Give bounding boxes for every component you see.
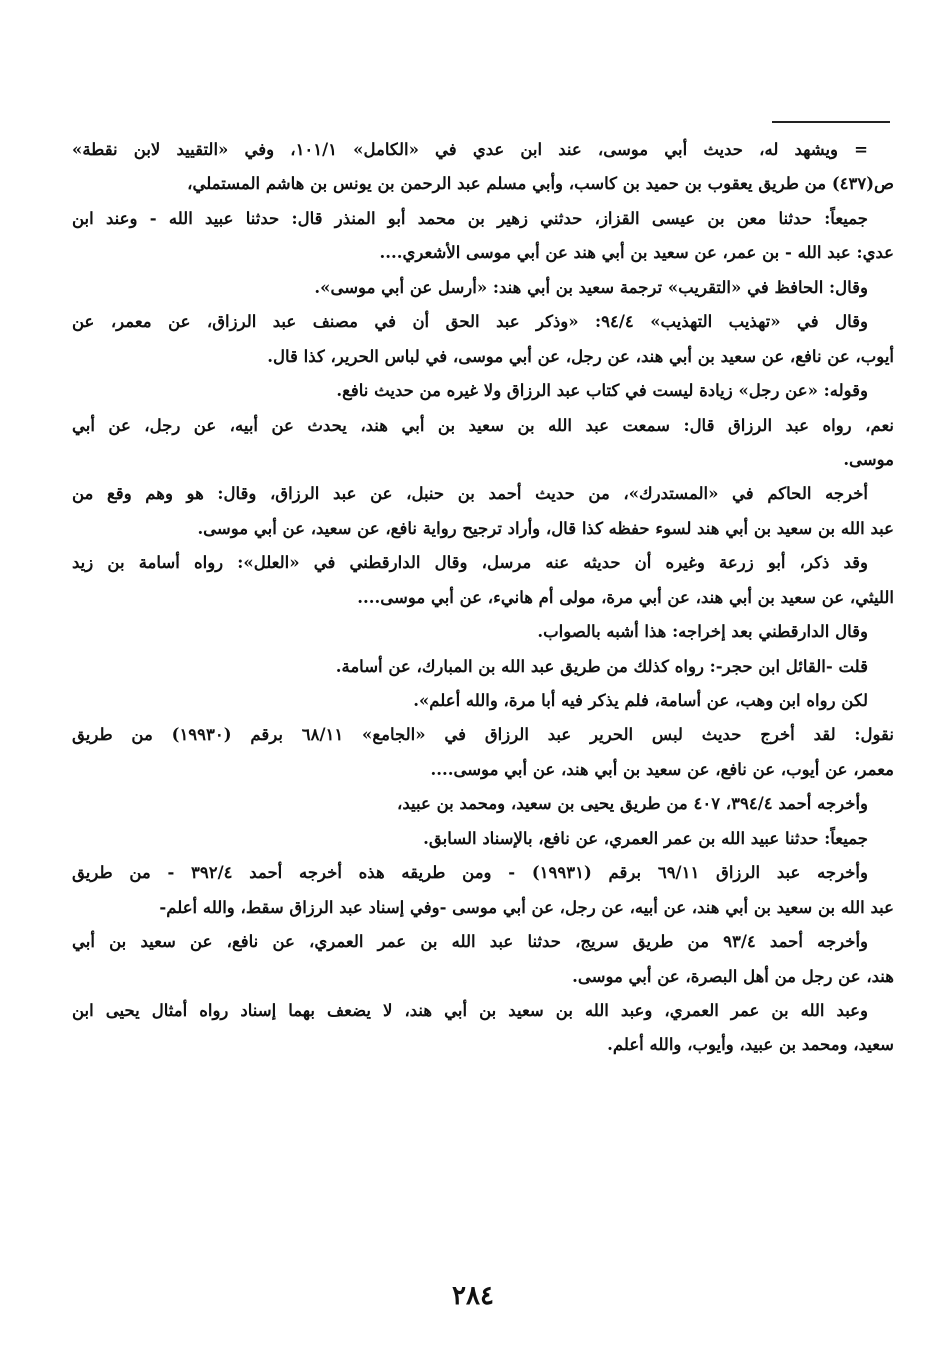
footnote-body <box>72 133 894 1063</box>
text-line: وقد ذكر، أبو زرعة وغيره أن حديثه عنه مرسل، وقال الدارقطني في «العلل»: رواه أسامة بن زيد <box>72 553 868 573</box>
text-line: جميعاً: حدثنا معن بن عيسى القزاز، حدثني زهير بن محمد أبو المنذر قال: حدثنا عبيد الله - وعند ابن <box>72 208 868 228</box>
text-line: أيوب، عن نافع، عن سعيد بن أبي هند، عن رجل، عن أبي موسى، في لباس الحرير، كذا قال. <box>267 346 894 366</box>
text-line: ص(٤٣٧) من طريق يعقوب بن حميد بن كاسب، وأبي مسلم عبد الرحمن بن يونس بن هاشم المستملي، <box>187 174 894 194</box>
text-line: وقال: الحافظ في «التقريب» ترجمة سعيد بن أبي هند: «أرسل عن أبي موسى». <box>314 277 868 297</box>
text-line: وأخرجه عبد الرزاق ٦٩/١١ برقم (١٩٩٣١) - ومن طريقه هذه أخرجه أحمد ٣٩٢/٤ - من طريق <box>72 863 868 883</box>
text-line: سعيد، ومحمد بن عبيد، وأيوب، والله أعلم. <box>607 1035 894 1055</box>
text-line: الليثي، عن سعيد بن أبي هند، عن أبي مرة، مولى أم هانيء، عن أبي موسى.... <box>357 587 894 607</box>
text-line: أخرجه الحاكم في «المستدرك»، من حديث أحمد بن حنبل، عن عبد الرزاق، وقال: هو وهم وقع من <box>72 484 868 504</box>
text-line: قلت -القائل ابن حجر-: رواه كذلك من طريق عبد الله بن المبارك، عن أسامة. <box>335 656 868 676</box>
text-line: هند، عن رجل من أهل البصرة، عن أبي موسى. <box>572 966 894 986</box>
text-line: نقول: لقد أخرج حديث لبس الحرير عبد الرزاق في «الجامع» ٦٨/١١ برقم (١٩٩٣٠) من طريق <box>72 725 894 745</box>
footnote-separator-rule <box>772 121 890 123</box>
text-line: وأخرجه أحمد ٣٩٤/٤، ٤٠٧ من طريق يحيى بن سعيد، ومحمد بن عبيد، <box>397 794 868 814</box>
text-line: عبد الله بن سعيد بن أبي هند لسوء حفظه كذا قال، وأراد ترجيح رواية نافع، عن سعيد، عن أبي موسى. <box>197 518 894 538</box>
text-line: وأخرجه أحمد ٩٣/٤ من طريق سريج، حدثنا عبد الله بن عمر العمري، عن نافع، عن سعيد بن أبي <box>72 932 869 952</box>
text-line: وعبد الله بن عمر العمري، وعبد الله بن سعيد بن أبي هند، لا يضعف بهما إسناد رواه أمثال يحيى ابن <box>72 1000 868 1020</box>
text-line: عبد الله بن سعيد بن أبي هند، عن أبيه، عن رجل، عن أبي موسى -وفي إسناد عبد الرزاق سقط، والله أعلم- <box>159 897 894 917</box>
text-line: لكن رواه ابن وهب، عن أسامة، فلم يذكر فيه أبا مرة، والله أعلم». <box>413 691 868 710</box>
text-line: وقال الدارقطني بعد إخراجه: هذا أشبه بالصواب. <box>537 622 868 642</box>
text-line: موسى. <box>843 449 894 469</box>
page-number: ٢٨٤ <box>452 1281 494 1311</box>
text-line: وقوله: «عن رجل» زيادة ليست في كتاب عبد الرزاق ولا غيره من حديث نافع. <box>336 381 868 401</box>
text-line: جميعاً: حدثنا عبيد الله بن عمر العمري، عن نافع، بالإسناد السابق. <box>423 828 868 848</box>
text-line: معمر، عن أيوب، عن نافع، عن سعيد بن أبي هند، عن أبي موسى.... <box>430 759 894 779</box>
text-line: نعم، رواه عبد الرزاق قال: سمعت عبد الله بن سعيد بن أبي هند، يحدث عن أبيه، عن رجل، عن أبي <box>72 415 894 435</box>
text-line: عدي: عبد الله - بن عمر، عن سعيد بن أبي هند عن أبي موسى الأشعري.... <box>379 243 894 263</box>
text-line: وقال في «تهذيب التهذيب» ٩٤/٤: «وذكر عبد الحق أن في مصنف عبد الرزاق، عن معمر، عن <box>72 312 868 332</box>
text-line: = ويشهد له، حديث أبي موسى، عند ابن عدي في «الكامل» ١٠١/١، وفي «التقييد لابن نقطة» <box>72 140 868 159</box>
